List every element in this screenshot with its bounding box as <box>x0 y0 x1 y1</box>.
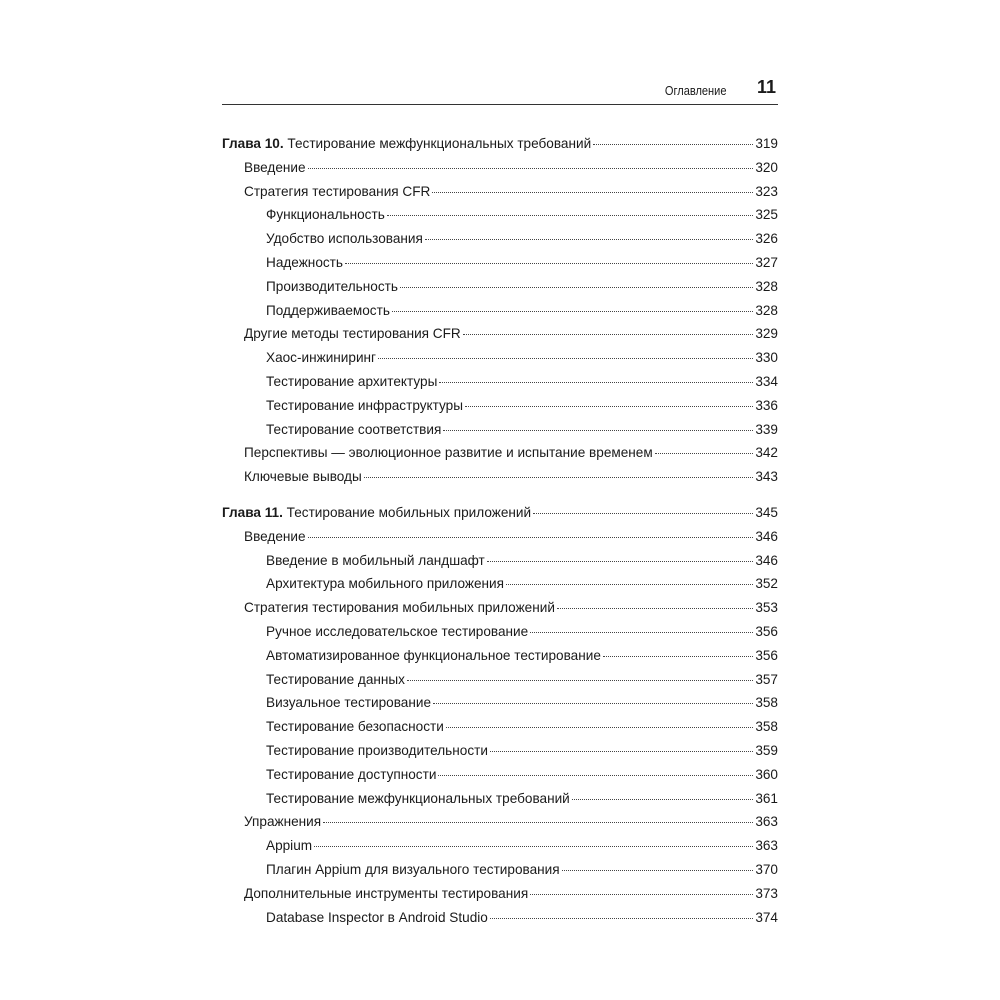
toc-chapter-label <box>222 132 591 156</box>
toc-chapter-title: Тестирование мобильных приложений <box>286 504 532 520</box>
toc-entry-title: Стратегия тестирования CFR <box>244 183 431 199</box>
toc-section-entry[interactable] <box>222 156 778 180</box>
toc-entry-title: Стратегия тестирования мобильных приложений <box>244 600 555 616</box>
dot-leader <box>490 750 753 752</box>
toc-subsection-entry[interactable] <box>222 549 778 573</box>
toc-subsection-entry[interactable] <box>222 834 778 858</box>
toc-subsection-entry[interactable] <box>222 715 778 739</box>
toc-section-entry[interactable] <box>222 465 778 489</box>
toc-subsection-entry[interactable] <box>222 275 778 299</box>
dot-leader <box>438 774 753 776</box>
dot-leader <box>308 536 754 538</box>
toc-entry-title: Хаос-инжиниринг <box>266 350 377 366</box>
toc-section-entry[interactable] <box>222 180 778 204</box>
toc-chapter-number: Глава 11. <box>222 504 283 520</box>
dot-leader <box>392 310 753 312</box>
toc-chapter <box>222 501 778 929</box>
toc-subsection-entry[interactable] <box>222 299 778 323</box>
toc-subsection-entry[interactable] <box>222 763 778 787</box>
toc-entry-title: Тестирование соответствия <box>266 421 442 437</box>
toc-page-number: 328 <box>755 302 778 318</box>
toc-entry-title: Ручное исследовательское тестирование <box>266 623 529 639</box>
toc-entry-title: Тестирование безопасности <box>266 719 444 735</box>
table-of-contents <box>222 132 778 929</box>
dot-leader <box>562 869 754 871</box>
dot-leader <box>443 429 753 431</box>
toc-subsection-entry[interactable] <box>222 620 778 644</box>
dot-leader <box>314 845 753 847</box>
toc-entry-title: Визуальное тестирование <box>266 695 432 711</box>
toc-entry-title: Ключевые выводы <box>244 469 362 485</box>
toc-page-number: 363 <box>755 838 778 854</box>
toc-entry-title: Плагин Appium для визуального тестирования <box>266 861 560 877</box>
dot-leader <box>323 821 753 823</box>
toc-subsection-entry[interactable] <box>222 370 778 394</box>
toc-page-number: 343 <box>755 469 778 485</box>
toc-section-entry[interactable] <box>222 322 778 346</box>
toc-page-number: 346 <box>755 528 778 544</box>
toc-page-number: 356 <box>755 647 778 663</box>
toc-section-entry[interactable] <box>222 810 778 834</box>
toc-section-entry[interactable] <box>222 882 778 906</box>
toc-page-number: 360 <box>755 766 778 782</box>
header-page-number: 11 <box>756 77 776 97</box>
toc-entry-title: Введение <box>244 159 306 175</box>
toc-subsection-entry[interactable] <box>222 346 778 370</box>
toc-entry-title: Appium <box>266 838 313 854</box>
toc-subsection-entry[interactable] <box>222 418 778 442</box>
dot-leader <box>364 476 754 478</box>
toc-entry-title: Тестирование межфункциональных требований <box>266 790 570 806</box>
dot-leader <box>308 167 754 169</box>
toc-entry-title: Database Inspector в Android Studio <box>266 909 488 925</box>
toc-entry-title: Производительность <box>266 278 398 294</box>
toc-page-number: 327 <box>755 254 778 270</box>
toc-chapter-heading[interactable] <box>222 132 778 156</box>
toc-entry-title: Перспективы — эволюционное развитие и испытание временем <box>244 445 653 461</box>
toc-section-entry[interactable] <box>222 525 778 549</box>
toc-page-number: 320 <box>755 159 778 175</box>
dot-leader <box>603 655 753 657</box>
toc-page-number: 361 <box>755 790 778 806</box>
toc-entry-title: Поддерживаемость <box>266 302 390 318</box>
toc-page-number: 353 <box>755 600 778 616</box>
dot-leader <box>655 452 754 454</box>
dot-leader <box>433 702 753 704</box>
dot-leader <box>557 607 753 609</box>
dot-leader <box>465 405 753 407</box>
toc-page-number: 336 <box>755 397 778 413</box>
toc-page-number: 326 <box>755 231 778 247</box>
toc-chapter-title: Тестирование межфункциональных требований <box>287 136 592 151</box>
toc-page-number: 323 <box>755 183 778 199</box>
toc-entry-title: Тестирование доступности <box>266 766 437 782</box>
toc-page-number: 330 <box>755 350 778 366</box>
toc-subsection-entry[interactable] <box>222 644 778 668</box>
dot-leader <box>446 726 753 728</box>
toc-entry-title: Функциональность <box>266 207 385 223</box>
toc-page-number: 356 <box>755 623 778 639</box>
toc-subsection-entry[interactable] <box>222 668 778 692</box>
toc-entry-title: Архитектура мобильного приложения <box>266 576 505 592</box>
toc-page-number: 363 <box>755 814 778 830</box>
toc-page-number: 345 <box>755 504 778 520</box>
toc-entry-title: Тестирование архитектуры <box>266 373 438 389</box>
dot-leader <box>400 286 753 288</box>
toc-subsection-entry[interactable] <box>222 787 778 811</box>
dot-leader <box>378 357 753 359</box>
toc-chapter-heading[interactable] <box>222 501 778 525</box>
dot-leader <box>432 191 753 193</box>
toc-page-number: 352 <box>755 576 778 592</box>
toc-page-number: 358 <box>755 695 778 711</box>
toc-section-entry[interactable] <box>222 596 778 620</box>
dot-leader <box>506 583 753 585</box>
toc-page-number: 328 <box>755 278 778 294</box>
toc-subsection-entry[interactable] <box>222 572 778 596</box>
toc-page-number: 334 <box>755 373 778 389</box>
toc-page-number: 357 <box>755 671 778 687</box>
toc-entry-title: Упражнения <box>244 814 322 830</box>
dot-leader <box>425 238 753 240</box>
dot-leader <box>530 893 753 895</box>
toc-page-number: 346 <box>755 552 778 568</box>
toc-subsection-entry[interactable] <box>222 739 778 763</box>
toc-page-number: 374 <box>755 909 778 925</box>
dot-leader <box>572 798 754 800</box>
toc-entry-title: Тестирование инфраструктуры <box>266 397 463 413</box>
toc-section-entry[interactable] <box>222 441 778 465</box>
dot-leader <box>487 560 754 562</box>
toc-chapter-number: Глава 10. <box>222 136 284 151</box>
dot-leader <box>439 381 753 383</box>
dot-leader <box>387 214 754 216</box>
toc-entry-title: Введение <box>244 528 306 544</box>
toc-entry-title: Тестирование данных <box>266 671 405 687</box>
toc-chapter <box>222 132 778 489</box>
toc-subsection-entry[interactable] <box>222 394 778 418</box>
dot-leader <box>407 679 753 681</box>
toc-subsection-entry[interactable] <box>222 227 778 251</box>
running-header <box>222 76 778 105</box>
toc-page-number: 370 <box>755 861 778 877</box>
toc-page-number: 325 <box>755 207 778 223</box>
dot-leader <box>593 143 753 145</box>
toc-entry-title: Надежность <box>266 254 343 270</box>
toc-chapter-label <box>222 501 531 525</box>
toc-subsection-entry[interactable] <box>222 858 778 882</box>
dot-leader <box>463 333 754 335</box>
toc-subsection-entry[interactable] <box>222 251 778 275</box>
toc-page-number: 359 <box>755 742 778 758</box>
toc-page-number: 358 <box>755 719 778 735</box>
toc-page-number: 342 <box>755 445 778 461</box>
header-section-title: Оглавление <box>664 83 726 98</box>
toc-entry-title: Удобство использования <box>266 231 423 247</box>
dot-leader <box>490 917 753 919</box>
toc-page-number: 339 <box>755 421 778 437</box>
toc-page-number: 319 <box>755 136 778 151</box>
toc-entry-title: Тестирование производительности <box>266 742 488 758</box>
toc-subsection-entry[interactable] <box>222 906 778 930</box>
toc-subsection-entry[interactable] <box>222 691 778 715</box>
toc-entry-title: Введение в мобильный ландшафт <box>266 552 485 568</box>
toc-entry-title: Дополнительные инструменты тестирования <box>244 885 529 901</box>
toc-subsection-entry[interactable] <box>222 203 778 227</box>
toc-page-number: 329 <box>755 326 778 342</box>
toc-entry-title: Другие методы тестирования CFR <box>244 326 461 342</box>
dot-leader <box>530 631 753 633</box>
toc-page-number: 373 <box>755 885 778 901</box>
toc-entry-title: Автоматизированное функциональное тестирование <box>266 647 601 663</box>
dot-leader <box>533 512 753 514</box>
dot-leader <box>345 262 753 264</box>
